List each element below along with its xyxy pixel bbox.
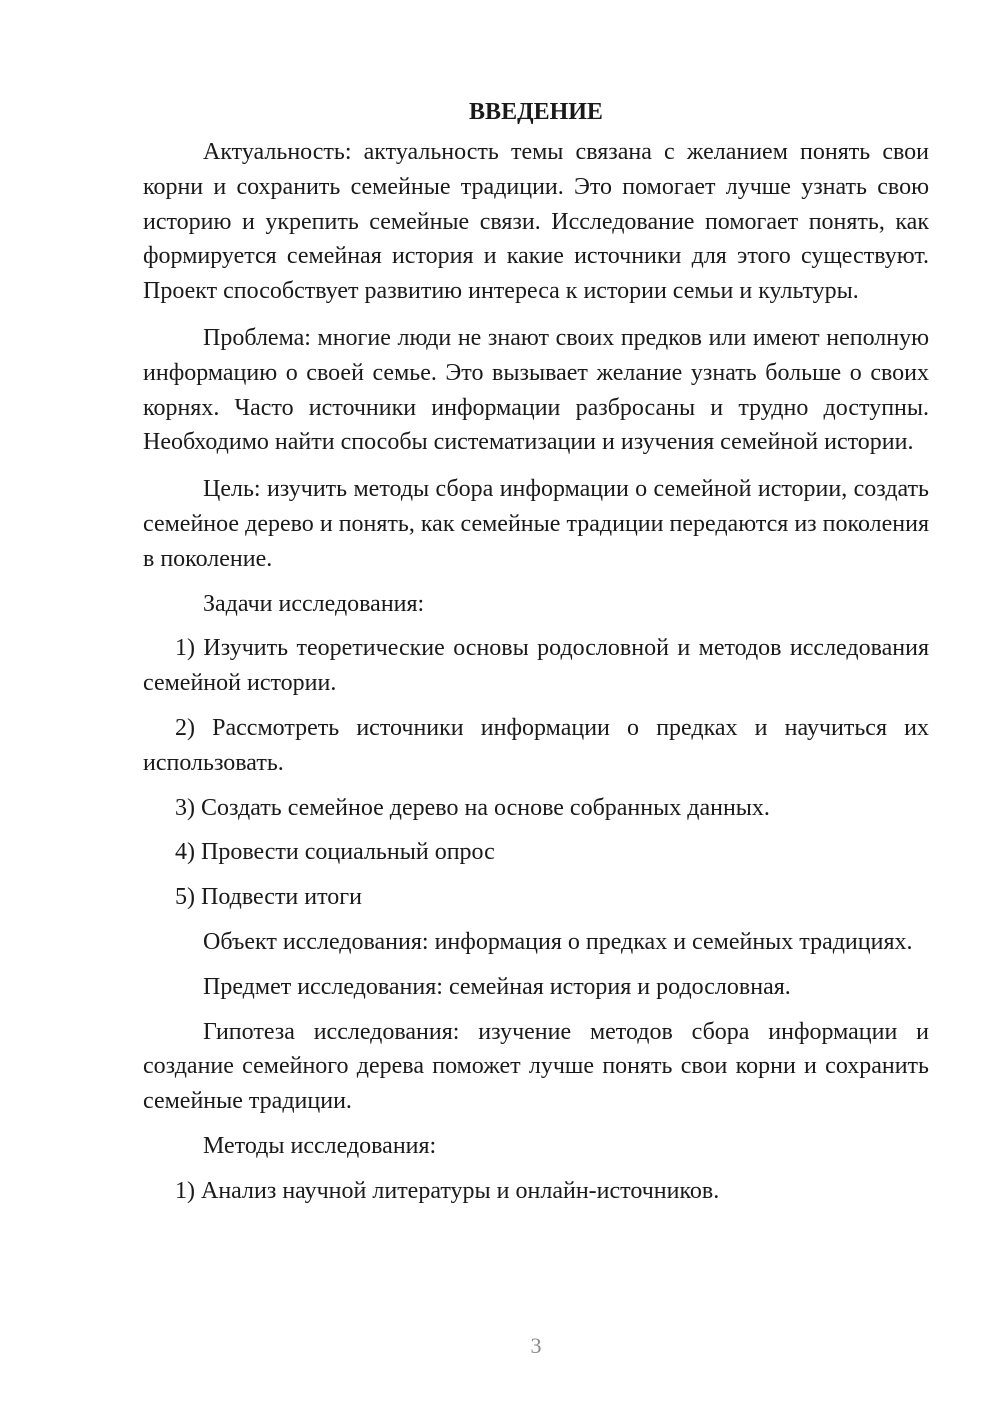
hypothesis-paragraph: Гипотеза исследования: изучение методов сбора информации и создание семейного дерева поможет лучше понять свои корни и сохранить семейные традиции. [143, 1018, 929, 1115]
goal-paragraph: Цель: изучить методы сбора информации о семейной истории, создать семейное дерево и понять, как семейные традиции передаются из поколения в поколение. [143, 476, 929, 572]
task-item-3: 3) Создать семейное дерево на основе собранных данных. [175, 794, 770, 821]
object-paragraph: Объект исследования: информация о предках и семейных традициях. [203, 928, 913, 955]
section-title: ВВЕДЕНИЕ [469, 99, 603, 125]
tasks-heading: Задачи исследования: [203, 590, 425, 617]
task-item-5: 5) Подвести итоги [175, 884, 362, 911]
task-item-2: 2) Рассмотреть источники информации о предках и научиться их использовать. [143, 714, 929, 776]
task-item-4: 4) Провести социальный опрос [175, 839, 495, 866]
methods-heading: Методы исследования: [203, 1132, 437, 1159]
task-item-1: 1) Изучить теоретические основы родословной и методов исследования семейной истории. [143, 635, 929, 697]
page-body [143, 95, 929, 1209]
relevance-paragraph: Актуальность: актуальность темы связана с желанием понять свои корни и сохранить семейные традиции. Это помогает лучше узнать свою историю и укрепить семейные связи. Исследование помогает понять, как формируется семейная история и какие источники для этого существуют. Проект способствует развитию интереса к истории семьи и культуры. [143, 139, 929, 305]
subject-paragraph: Предмет исследования: семейная история и родословная. [203, 973, 791, 1000]
method-item-1: 1) Анализ научной литературы и онлайн-источников. [175, 1177, 720, 1204]
page-number: 3 [530, 1333, 542, 1358]
problem-paragraph: Проблема: многие люди не знают своих предков или имеют неполную информацию о своей семье. Это вызывает желание узнать больше о своих корнях. Часто источники информации разбросаны и трудно доступны. Необходимо найти способы систематизации и изучения семейной истории. [143, 324, 929, 456]
